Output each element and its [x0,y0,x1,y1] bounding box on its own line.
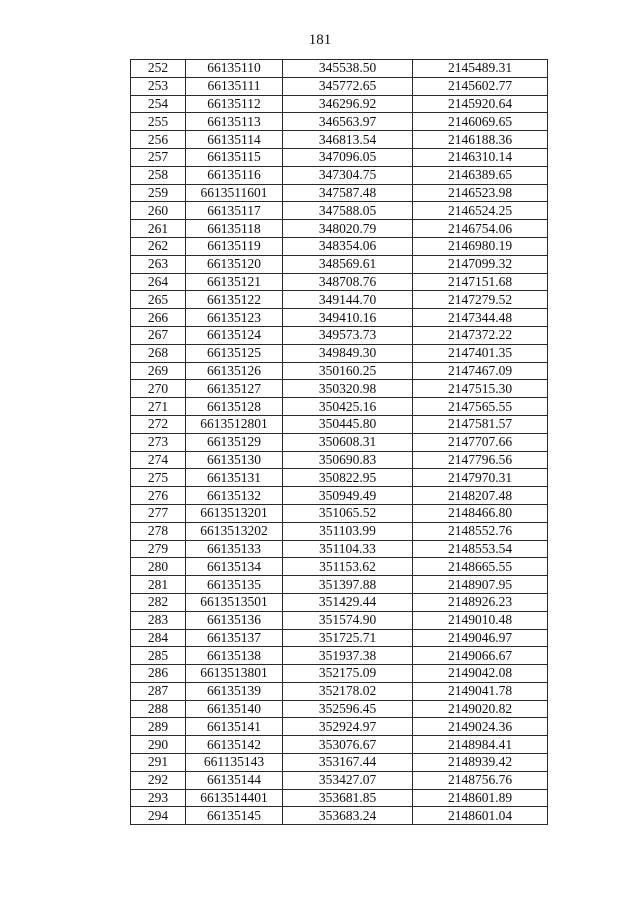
table-row [131,700,548,718]
table-row [131,487,548,505]
table-row [131,665,548,683]
row-number-cell: 278 [131,522,186,540]
table-row [131,504,548,522]
row-number-cell: 256 [131,131,186,149]
point-id-cell: 66135118 [186,220,283,238]
x-coordinate-cell: 350445.80 [283,415,413,433]
x-coordinate-cell: 348354.06 [283,237,413,255]
x-coordinate-cell: 351065.52 [283,504,413,522]
y-coordinate-cell: 2148207.48 [413,487,548,505]
y-coordinate-cell: 2149010.48 [413,611,548,629]
row-number-cell: 258 [131,166,186,184]
table-row [131,362,548,380]
table-row [131,558,548,576]
table-row [131,131,548,149]
row-number-cell: 261 [131,220,186,238]
table-row [131,629,548,647]
row-number-cell: 280 [131,558,186,576]
y-coordinate-cell: 2148907.95 [413,576,548,594]
table-row [131,237,548,255]
point-id-cell: 6613513501 [186,593,283,611]
table-row [131,469,548,487]
row-number-cell: 276 [131,487,186,505]
x-coordinate-cell: 345772.65 [283,77,413,95]
row-number-cell: 263 [131,255,186,273]
row-number-cell: 293 [131,789,186,807]
table-row [131,148,548,166]
table-row [131,398,548,416]
x-coordinate-cell: 350425.16 [283,398,413,416]
point-id-cell: 66135116 [186,166,283,184]
point-id-cell: 66135115 [186,148,283,166]
table-row [131,789,548,807]
row-number-cell: 277 [131,504,186,522]
row-number-cell: 289 [131,718,186,736]
table-row [131,326,548,344]
point-id-cell: 66135124 [186,326,283,344]
point-id-cell: 6613514401 [186,789,283,807]
x-coordinate-cell: 349573.73 [283,326,413,344]
x-coordinate-cell: 348708.76 [283,273,413,291]
row-number-cell: 252 [131,60,186,78]
y-coordinate-cell: 2147344.48 [413,309,548,327]
table-row [131,647,548,665]
point-id-cell: 66135136 [186,611,283,629]
row-number-cell: 255 [131,113,186,131]
row-number-cell: 285 [131,647,186,665]
point-id-cell: 66135134 [186,558,283,576]
table-row [131,202,548,220]
y-coordinate-cell: 2148756.76 [413,771,548,789]
y-coordinate-cell: 2148939.42 [413,754,548,772]
point-id-cell: 6613511601 [186,184,283,202]
y-coordinate-cell: 2146389.65 [413,166,548,184]
row-number-cell: 273 [131,433,186,451]
y-coordinate-cell: 2148466.80 [413,504,548,522]
table-row [131,309,548,327]
point-id-cell: 66135125 [186,344,283,362]
x-coordinate-cell: 350949.49 [283,487,413,505]
table-row [131,255,548,273]
table-row [131,433,548,451]
point-id-cell: 66135117 [186,202,283,220]
point-id-cell: 66135123 [186,309,283,327]
row-number-cell: 283 [131,611,186,629]
row-number-cell: 272 [131,415,186,433]
table-row [131,682,548,700]
row-number-cell: 288 [131,700,186,718]
point-id-cell: 66135132 [186,487,283,505]
row-number-cell: 257 [131,148,186,166]
row-number-cell: 275 [131,469,186,487]
row-number-cell: 274 [131,451,186,469]
table-row [131,807,548,825]
y-coordinate-cell: 2147467.09 [413,362,548,380]
table-row [131,754,548,772]
row-number-cell: 262 [131,237,186,255]
x-coordinate-cell: 353427.07 [283,771,413,789]
table-row [131,344,548,362]
x-coordinate-cell: 352924.97 [283,718,413,736]
x-coordinate-cell: 350320.98 [283,380,413,398]
y-coordinate-cell: 2148984.41 [413,736,548,754]
point-id-cell: 66135137 [186,629,283,647]
x-coordinate-cell: 352175.09 [283,665,413,683]
table-row [131,771,548,789]
y-coordinate-cell: 2149020.82 [413,700,548,718]
point-id-cell: 66135126 [186,362,283,380]
row-number-cell: 264 [131,273,186,291]
y-coordinate-cell: 2146069.65 [413,113,548,131]
y-coordinate-cell: 2147581.57 [413,415,548,433]
y-coordinate-cell: 2146524.25 [413,202,548,220]
table-row [131,184,548,202]
y-coordinate-cell: 2148601.04 [413,807,548,825]
point-id-cell: 66135142 [186,736,283,754]
table-row [131,593,548,611]
y-coordinate-cell: 2146523.98 [413,184,548,202]
y-coordinate-cell: 2149046.97 [413,629,548,647]
y-coordinate-cell: 2148926.23 [413,593,548,611]
y-coordinate-cell: 2149042.08 [413,665,548,683]
point-id-cell: 66135139 [186,682,283,700]
y-coordinate-cell: 2146980.19 [413,237,548,255]
row-number-cell: 270 [131,380,186,398]
row-number-cell: 291 [131,754,186,772]
row-number-cell: 292 [131,771,186,789]
point-id-cell: 661135143 [186,754,283,772]
x-coordinate-cell: 351725.71 [283,629,413,647]
x-coordinate-cell: 345538.50 [283,60,413,78]
y-coordinate-cell: 2149024.36 [413,718,548,736]
y-coordinate-cell: 2146188.36 [413,131,548,149]
point-id-cell: 66135133 [186,540,283,558]
y-coordinate-cell: 2148601.89 [413,789,548,807]
x-coordinate-cell: 353076.67 [283,736,413,754]
x-coordinate-cell: 347096.05 [283,148,413,166]
x-coordinate-cell: 350608.31 [283,433,413,451]
row-number-cell: 284 [131,629,186,647]
row-number-cell: 260 [131,202,186,220]
x-coordinate-cell: 351103.99 [283,522,413,540]
point-id-cell: 66135140 [186,700,283,718]
point-id-cell: 66135121 [186,273,283,291]
x-coordinate-cell: 347304.75 [283,166,413,184]
point-id-cell: 66135129 [186,433,283,451]
table-body [131,60,548,825]
y-coordinate-cell: 2146754.06 [413,220,548,238]
point-id-cell: 6613513801 [186,665,283,683]
y-coordinate-cell: 2147796.56 [413,451,548,469]
x-coordinate-cell: 351937.38 [283,647,413,665]
x-coordinate-cell: 352596.45 [283,700,413,718]
x-coordinate-cell: 350822.95 [283,469,413,487]
table-row [131,611,548,629]
y-coordinate-cell: 2149066.67 [413,647,548,665]
table-row [131,736,548,754]
y-coordinate-cell: 2145489.31 [413,60,548,78]
point-id-cell: 6613513201 [186,504,283,522]
point-id-cell: 66135128 [186,398,283,416]
point-id-cell: 66135127 [186,380,283,398]
table-row [131,540,548,558]
table-row [131,220,548,238]
y-coordinate-cell: 2145920.64 [413,95,548,113]
x-coordinate-cell: 347587.48 [283,184,413,202]
row-number-cell: 279 [131,540,186,558]
x-coordinate-cell: 346563.97 [283,113,413,131]
x-coordinate-cell: 346813.54 [283,131,413,149]
table-row [131,77,548,95]
x-coordinate-cell: 349410.16 [283,309,413,327]
x-coordinate-cell: 351104.33 [283,540,413,558]
y-coordinate-cell: 2147565.55 [413,398,548,416]
y-coordinate-cell: 2148552.76 [413,522,548,540]
x-coordinate-cell: 350690.83 [283,451,413,469]
y-coordinate-cell: 2145602.77 [413,77,548,95]
y-coordinate-cell: 2147279.52 [413,291,548,309]
coordinates-table [130,59,548,825]
table-row [131,451,548,469]
x-coordinate-cell: 348569.61 [283,255,413,273]
row-number-cell: 282 [131,593,186,611]
point-id-cell: 66135122 [186,291,283,309]
y-coordinate-cell: 2148665.55 [413,558,548,576]
table-row [131,415,548,433]
row-number-cell: 268 [131,344,186,362]
x-coordinate-cell: 351153.62 [283,558,413,576]
y-coordinate-cell: 2149041.78 [413,682,548,700]
table-row [131,113,548,131]
table-row [131,380,548,398]
x-coordinate-cell: 353167.44 [283,754,413,772]
row-number-cell: 269 [131,362,186,380]
y-coordinate-cell: 2147372.22 [413,326,548,344]
y-coordinate-cell: 2146310.14 [413,148,548,166]
row-number-cell: 271 [131,398,186,416]
table-row [131,718,548,736]
point-id-cell: 66135119 [186,237,283,255]
point-id-cell: 6613513202 [186,522,283,540]
point-id-cell: 66135113 [186,113,283,131]
point-id-cell: 66135141 [186,718,283,736]
x-coordinate-cell: 351574.90 [283,611,413,629]
y-coordinate-cell: 2147099.32 [413,255,548,273]
point-id-cell: 66135130 [186,451,283,469]
row-number-cell: 290 [131,736,186,754]
x-coordinate-cell: 349144.70 [283,291,413,309]
point-id-cell: 66135138 [186,647,283,665]
x-coordinate-cell: 351397.88 [283,576,413,594]
x-coordinate-cell: 353681.85 [283,789,413,807]
x-coordinate-cell: 349849.30 [283,344,413,362]
y-coordinate-cell: 2147401.35 [413,344,548,362]
x-coordinate-cell: 350160.25 [283,362,413,380]
row-number-cell: 253 [131,77,186,95]
y-coordinate-cell: 2147970.31 [413,469,548,487]
x-coordinate-cell: 352178.02 [283,682,413,700]
row-number-cell: 265 [131,291,186,309]
row-number-cell: 267 [131,326,186,344]
row-number-cell: 287 [131,682,186,700]
y-coordinate-cell: 2148553.54 [413,540,548,558]
table-row [131,95,548,113]
point-id-cell: 66135120 [186,255,283,273]
point-id-cell: 66135114 [186,131,283,149]
row-number-cell: 286 [131,665,186,683]
point-id-cell: 66135111 [186,77,283,95]
table-row [131,273,548,291]
x-coordinate-cell: 351429.44 [283,593,413,611]
point-id-cell: 66135144 [186,771,283,789]
point-id-cell: 6613512801 [186,415,283,433]
point-id-cell: 66135112 [186,95,283,113]
x-coordinate-cell: 347588.05 [283,202,413,220]
x-coordinate-cell: 353683.24 [283,807,413,825]
row-number-cell: 294 [131,807,186,825]
row-number-cell: 254 [131,95,186,113]
table-row [131,166,548,184]
y-coordinate-cell: 2147707.66 [413,433,548,451]
point-id-cell: 66135110 [186,60,283,78]
row-number-cell: 281 [131,576,186,594]
table-row [131,576,548,594]
x-coordinate-cell: 348020.79 [283,220,413,238]
table-row [131,291,548,309]
table-row [131,522,548,540]
point-id-cell: 66135135 [186,576,283,594]
table-row [131,60,548,78]
y-coordinate-cell: 2147151.68 [413,273,548,291]
y-coordinate-cell: 2147515.30 [413,380,548,398]
point-id-cell: 66135145 [186,807,283,825]
point-id-cell: 66135131 [186,469,283,487]
page-number: 181 [308,32,332,48]
row-number-cell: 266 [131,309,186,327]
row-number-cell: 259 [131,184,186,202]
x-coordinate-cell: 346296.92 [283,95,413,113]
